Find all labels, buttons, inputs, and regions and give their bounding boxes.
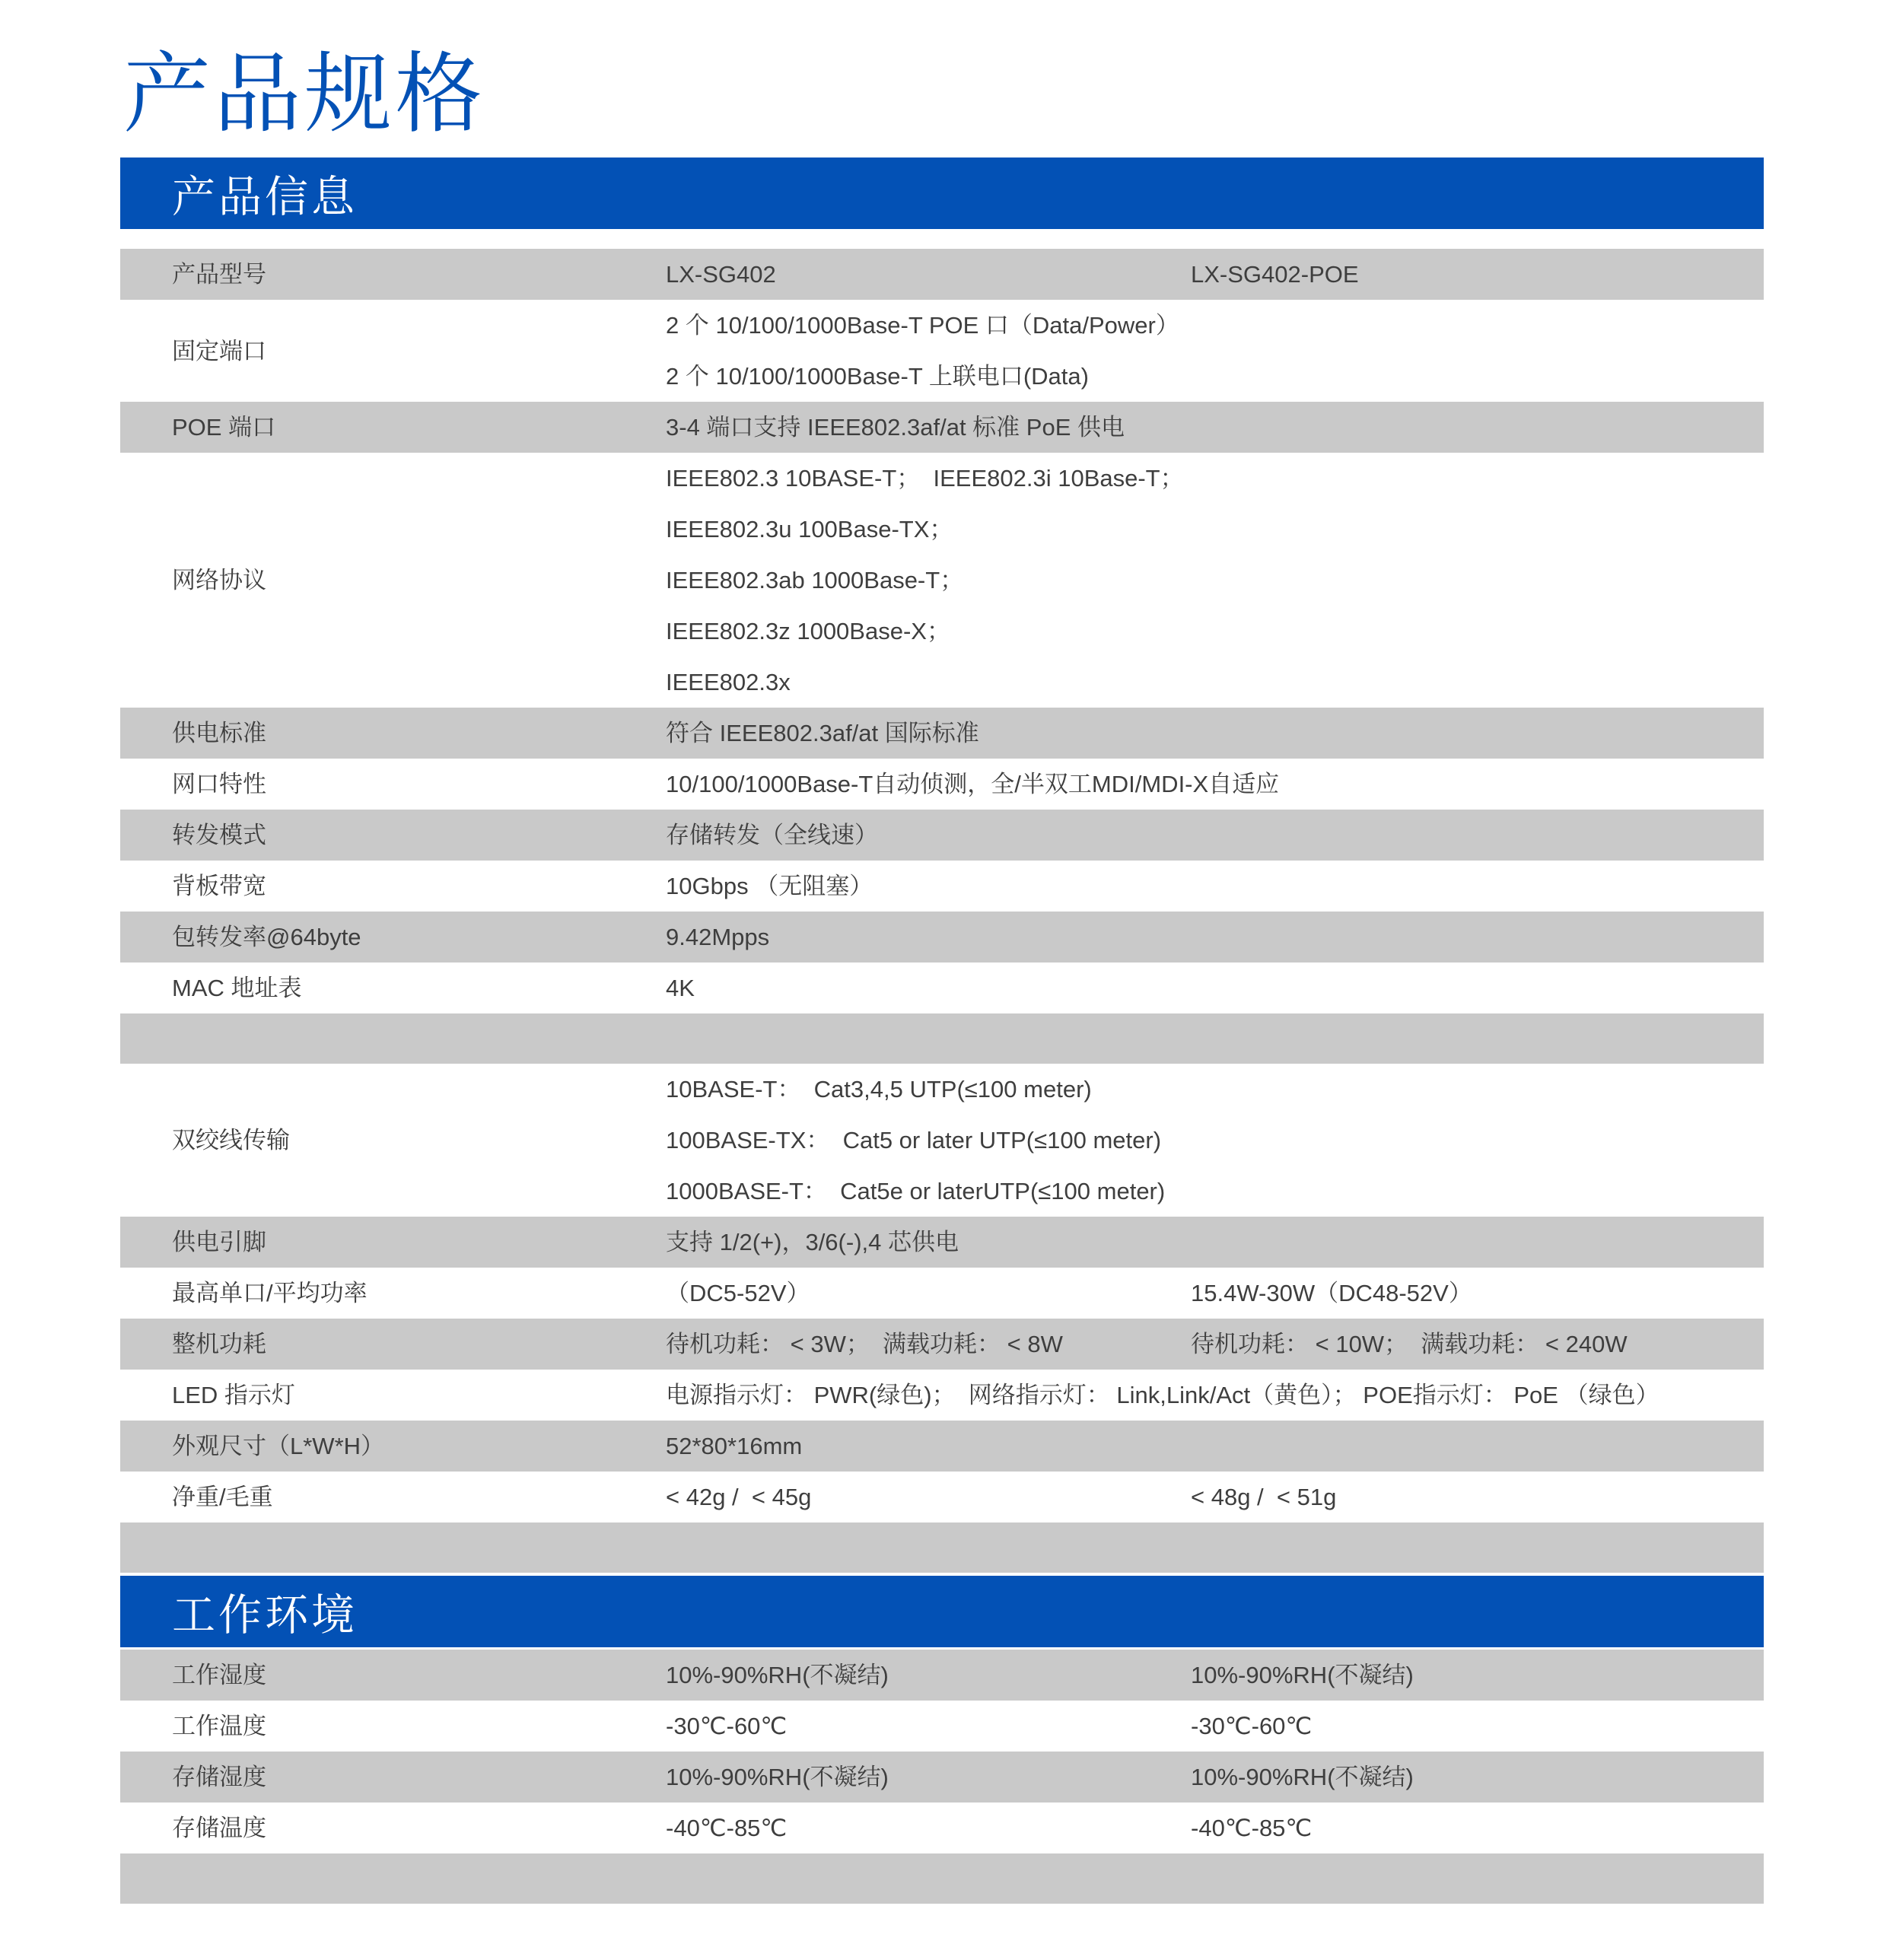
value-line: 10%-90%RH(不凝结) xyxy=(666,1764,889,1790)
spec-row xyxy=(120,1472,1764,1522)
value-line: 10/100/1000Base-T自动侦测，全/半双工MDI/MDI-X自适应 xyxy=(666,771,1280,797)
row-label: 固定端口 xyxy=(172,337,266,364)
row-label: MAC 地址表 xyxy=(172,975,302,1001)
row-value-primary xyxy=(666,453,1191,708)
value-line: 10%-90%RH(不凝结) xyxy=(1191,1662,1414,1688)
row-label: 供电引脚 xyxy=(172,1229,266,1255)
row-value-primary xyxy=(666,1650,1191,1701)
value-line: IEEE802.3u 100Base-TX； xyxy=(666,516,953,542)
value-line: （DC5-52V） xyxy=(666,1280,810,1306)
section-heading: 产品信息 xyxy=(172,173,358,221)
spec-row xyxy=(120,1319,1764,1370)
value-line: < 42g / < 45g xyxy=(666,1484,812,1510)
spec-row xyxy=(120,708,1764,759)
spec-row xyxy=(120,810,1764,861)
row-value-secondary xyxy=(1191,1752,1764,1803)
value-line: 4K xyxy=(666,975,695,1001)
value-line: 符合 IEEE802.3af/at 国际标准 xyxy=(666,720,979,746)
value-line: -30℃-60℃ xyxy=(1191,1713,1313,1739)
row-label: POE 端口 xyxy=(172,414,276,441)
row-label: 存储温度 xyxy=(172,1815,266,1841)
row-value-primary xyxy=(666,1752,1191,1803)
row-value-primary xyxy=(666,1370,1659,1421)
row-label: 存储湿度 xyxy=(172,1764,266,1790)
value-line: IEEE802.3z 1000Base-X； xyxy=(666,618,950,644)
spec-row xyxy=(120,249,1764,300)
spec-row xyxy=(120,1853,1764,1904)
row-label: 背板带宽 xyxy=(172,873,266,899)
row-label: 包转发率@64byte xyxy=(172,924,361,950)
spec-row xyxy=(120,1064,1764,1217)
row-label: 产品型号 xyxy=(172,261,266,288)
value-line: 10Gbps （无阻塞） xyxy=(666,873,873,899)
spec-row xyxy=(120,1752,1764,1803)
value-line: IEEE802.3x xyxy=(666,669,791,695)
row-label: 转发模式 xyxy=(172,822,266,848)
row-label: 工作湿度 xyxy=(172,1662,266,1688)
spec-row xyxy=(120,1522,1764,1573)
row-value-primary xyxy=(666,249,1191,300)
spec-row xyxy=(120,861,1764,912)
row-value-primary xyxy=(666,861,1191,912)
section-heading-banner xyxy=(120,1576,1764,1647)
spec-row xyxy=(120,1217,1764,1268)
value-line: -40℃-85℃ xyxy=(666,1815,788,1841)
value-line: IEEE802.3 10BASE-T； IEEE802.3i 10Base-T； xyxy=(666,465,1184,492)
row-label: 工作温度 xyxy=(172,1713,266,1739)
value-line: 待机功耗： < 10W； 满载功耗： < 240W xyxy=(1191,1331,1628,1357)
value-line: 支持 1/2(+)，3/6(-),4 芯供电 xyxy=(666,1229,959,1255)
spec-row xyxy=(120,1421,1764,1472)
row-value-primary xyxy=(666,1803,1191,1853)
spec-row xyxy=(120,759,1764,810)
row-label: 网口特性 xyxy=(172,771,266,797)
value-line: 10%-90%RH(不凝结) xyxy=(1191,1764,1414,1790)
value-line: 2 个 10/100/1000Base-T POE 口（Data/Power） xyxy=(666,312,1179,339)
value-line: IEEE802.3ab 1000Base-T； xyxy=(666,567,964,593)
row-value-primary xyxy=(666,1319,1191,1370)
value-line: 52*80*16mm xyxy=(666,1433,803,1459)
spec-section xyxy=(120,158,1764,1573)
section-heading: 工作环境 xyxy=(172,1591,358,1640)
spec-row xyxy=(120,1650,1764,1701)
row-value-secondary xyxy=(1191,1268,1764,1319)
page-title: 产品规格 xyxy=(123,46,486,143)
spec-row xyxy=(120,1370,1764,1421)
spec-row xyxy=(120,1803,1764,1853)
row-value-primary xyxy=(666,912,1191,963)
row-label: 网络协议 xyxy=(172,567,266,593)
value-line: -30℃-60℃ xyxy=(666,1713,788,1739)
value-line: 15.4W-30W（DC48-52V） xyxy=(1191,1280,1472,1306)
row-value-primary xyxy=(666,300,1191,402)
spec-row xyxy=(120,453,1764,708)
row-label: 外观尺寸（L*W*H） xyxy=(172,1433,385,1459)
spec-document xyxy=(120,38,1764,1904)
spec-row xyxy=(120,402,1764,453)
value-line: 存储转发（全线速） xyxy=(666,822,878,848)
spec-row xyxy=(120,300,1764,402)
value-line: LX-SG402-POE xyxy=(1191,261,1359,288)
row-value-primary xyxy=(666,963,1191,1013)
value-line: -40℃-85℃ xyxy=(1191,1815,1313,1841)
value-line: 9.42Mpps xyxy=(666,924,770,950)
spec-row xyxy=(120,912,1764,963)
row-value-primary xyxy=(666,1472,1191,1522)
row-value-secondary xyxy=(1191,1650,1764,1701)
row-value-primary xyxy=(666,1217,1191,1268)
row-value-secondary xyxy=(1191,1803,1764,1853)
spec-section xyxy=(120,1576,1764,1904)
row-value-secondary xyxy=(1191,1472,1764,1522)
row-label: 整机功耗 xyxy=(172,1331,266,1357)
row-value-primary xyxy=(666,1701,1191,1752)
row-label: 净重/毛重 xyxy=(172,1484,273,1510)
value-line: 待机功耗： < 3W； 满载功耗： < 8W xyxy=(666,1331,1063,1357)
value-line: 电源指示灯： PWR(绿色)； 网络指示灯： Link,Link/Act（黄色）； POE指示灯： PoE （绿色） xyxy=(666,1382,1659,1408)
row-value-secondary xyxy=(1191,249,1764,300)
value-line: 1000BASE-T： Cat5e or laterUTP(≤100 meter) xyxy=(666,1178,1166,1204)
section-heading-banner xyxy=(120,158,1764,229)
row-value-primary xyxy=(666,708,1191,759)
row-value-secondary xyxy=(1191,1319,1764,1370)
row-value-primary xyxy=(666,810,1191,861)
value-line: 10%-90%RH(不凝结) xyxy=(666,1662,889,1688)
spec-sections xyxy=(120,158,1764,1904)
spec-row xyxy=(120,1268,1764,1319)
value-line: < 48g / < 51g xyxy=(1191,1484,1337,1510)
row-value-primary xyxy=(666,1421,1191,1472)
row-value-secondary xyxy=(1191,1701,1764,1752)
row-label: 双绞线传输 xyxy=(172,1127,290,1153)
value-line: LX-SG402 xyxy=(666,261,776,288)
row-label: 供电标准 xyxy=(172,720,266,746)
value-line: 100BASE-TX： Cat5 or later UTP(≤100 meter) xyxy=(666,1127,1162,1153)
row-label: LED 指示灯 xyxy=(172,1382,295,1408)
value-line: 10BASE-T： Cat3,4,5 UTP(≤100 meter) xyxy=(666,1076,1092,1102)
spec-row xyxy=(120,1013,1764,1064)
value-line: 2 个 10/100/1000Base-T 上联电口(Data) xyxy=(666,363,1089,390)
spec-table xyxy=(120,249,1764,1573)
row-value-primary xyxy=(666,402,1191,453)
row-value-primary xyxy=(666,1268,1191,1319)
row-value-primary xyxy=(666,759,1280,810)
value-line: 3-4 端口支持 IEEE802.3af/at 标准 PoE 供电 xyxy=(666,414,1125,441)
spec-table xyxy=(120,1650,1764,1904)
spec-row xyxy=(120,1701,1764,1752)
row-value-primary xyxy=(666,1064,1191,1217)
spec-row xyxy=(120,963,1764,1013)
row-label: 最高单口/平均功率 xyxy=(172,1280,368,1306)
